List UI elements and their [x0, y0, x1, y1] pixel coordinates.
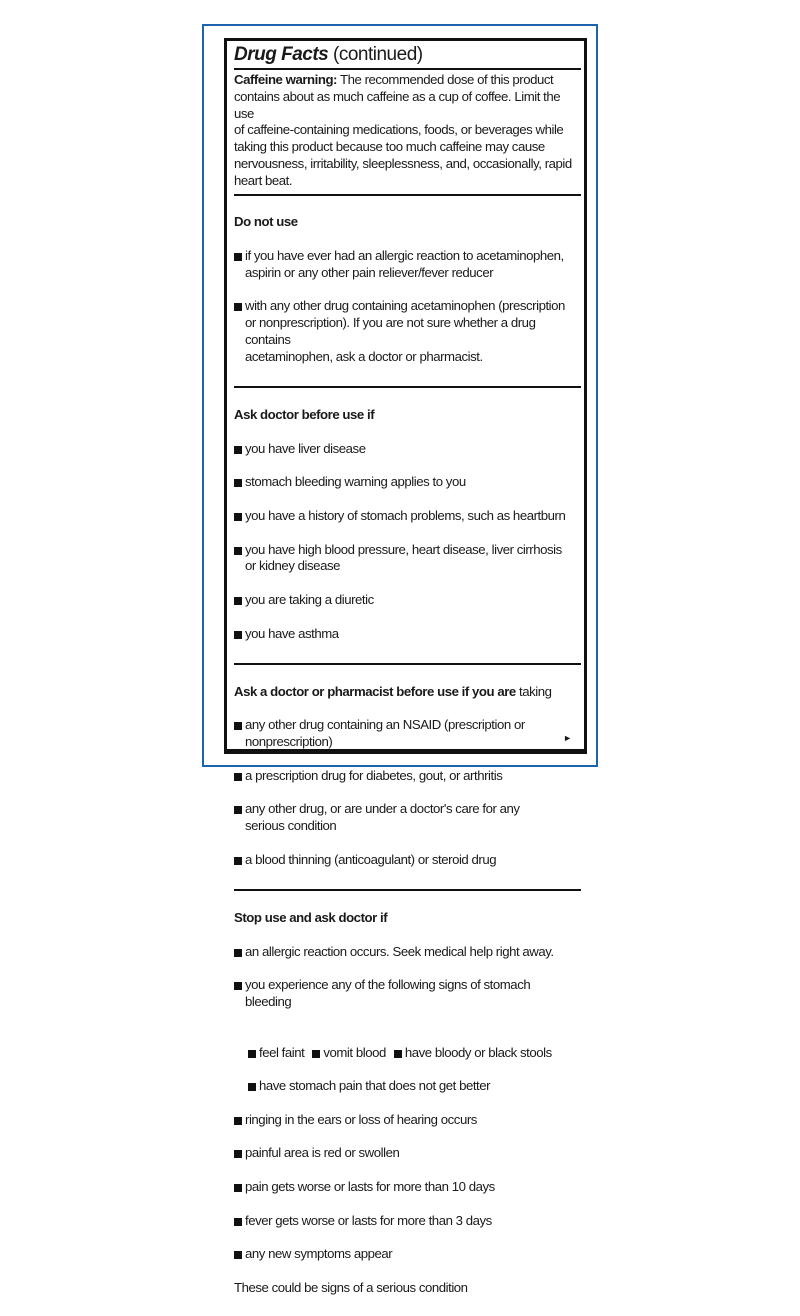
- caffeine-warning-label: Caffeine warning:: [234, 72, 337, 87]
- section-heading: Ask doctor before use if: [234, 407, 375, 423]
- sub-item: have bloody or black stools: [394, 1045, 552, 1062]
- list-item: fever gets worse or lasts for more than 3 days: [234, 1213, 578, 1230]
- continue-arrow-icon: ►: [563, 733, 572, 743]
- sub-item: vomit blood: [312, 1045, 386, 1062]
- list-item: a blood thinning (anticoagulant) or steroid drug: [234, 852, 578, 869]
- sub-list: [234, 1078, 578, 1095]
- list-item: an allergic reaction occurs. Seek medical help right away.: [234, 944, 578, 961]
- sub-item: feel faint: [248, 1045, 304, 1062]
- section-heading: [234, 684, 578, 701]
- footer-text: These could be signs of a serious condition: [234, 1279, 468, 1295]
- title-bold: Drug Facts: [234, 44, 329, 65]
- list-item: you are taking a diuretic: [234, 592, 578, 609]
- list-item: pain gets worse or lasts for more than 10 days: [234, 1179, 578, 1196]
- list-item: you have liver disease: [234, 441, 578, 458]
- caffeine-warning-text: The recommended dose of this product contains about as much caffeine as a cup of coffee. Limit the use of caffeine-containing medications, foods, or beverages while taking this product because too much caffeine may cause nervousness, irritability, sleeplessness, and, occasionally, rapid heart beat.: [234, 72, 572, 188]
- list-item: you have a history of stomach problems, such as heartburn: [234, 508, 578, 525]
- sub-item: have stomach pain that does not get better: [248, 1078, 490, 1095]
- ask-pharmacist-section: [234, 665, 578, 888]
- section-heading: Stop use and ask doctor if: [234, 910, 388, 926]
- ask-doctor-section: [234, 388, 578, 662]
- title-continued: (continued): [328, 44, 423, 65]
- list-item: stomach bleeding warning applies to you: [234, 474, 578, 491]
- drug-facts-title: [234, 43, 578, 67]
- list-item: ringing in the ears or loss of hearing occurs: [234, 1112, 578, 1129]
- heading-bold: Ask a doctor or pharmacist before use if you are: [234, 683, 516, 699]
- list-item: any other drug containing an NSAID (prescription or nonprescription): [234, 717, 578, 751]
- caffeine-warning-section: [234, 70, 578, 193]
- list-item: painful area is red or swollen: [234, 1145, 578, 1162]
- list-item: a prescription drug for diabetes, gout, or arthritis: [234, 768, 578, 785]
- list-item: you have high blood pressure, heart disease, liver cirrhosis or kidney disease: [234, 542, 578, 576]
- list-item: any new symptoms appear: [234, 1246, 578, 1263]
- do-not-use-section: [234, 196, 578, 386]
- list-item: any other drug, or are under a doctor's care for any serious condition: [234, 801, 578, 835]
- drug-facts-box: [224, 38, 587, 1295]
- stop-use-section: [234, 891, 578, 1316]
- sub-list: [234, 1028, 578, 1062]
- list-item: with any other drug containing acetaminophen (prescription or nonprescription). If you are not sure whether a drug contains acetaminophen, ask a doctor or pharmacist.: [234, 298, 578, 365]
- section-heading: Do not use: [234, 214, 298, 230]
- list-item: you experience any of the following signs of stomach bleeding: [234, 977, 578, 1011]
- list-item: you have asthma: [234, 626, 578, 643]
- list-item: if you have ever had an allergic reaction to acetaminophen, aspirin or any other pain reliever/fever reducer: [234, 248, 578, 282]
- heading-rest: taking: [515, 683, 552, 699]
